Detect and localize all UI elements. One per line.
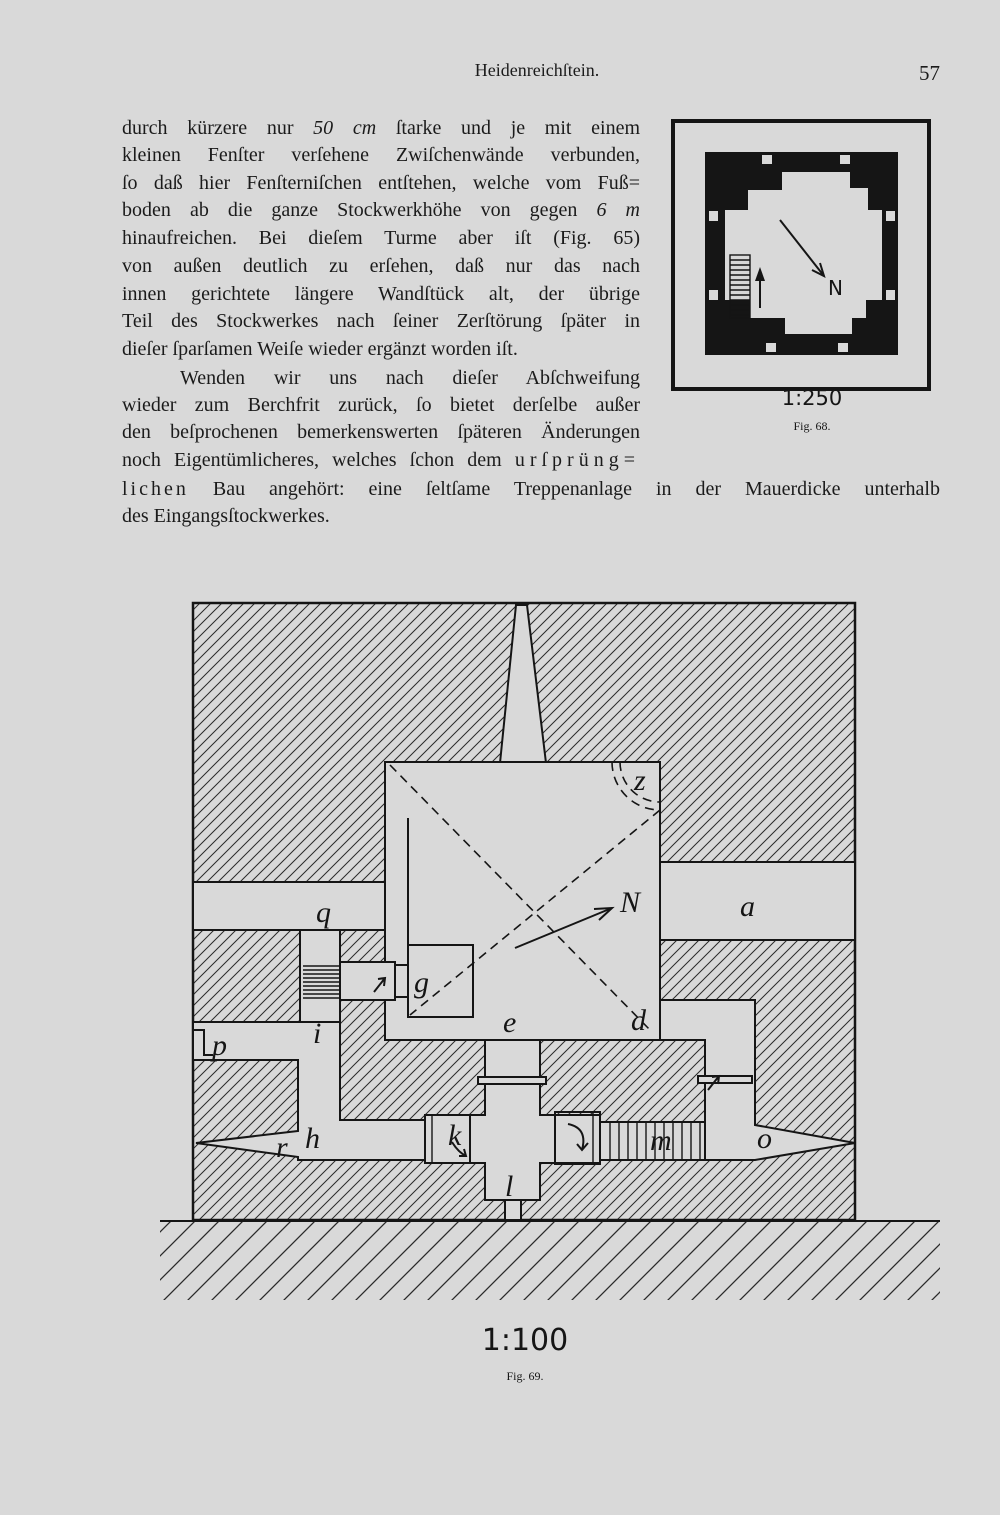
fig68-north-label: N: [828, 276, 843, 300]
text-line: innen gerichtete längere Wandſtück alt, der übrige: [122, 283, 640, 305]
text-line: wieder zum Berchfrit zurück, ſo bietet derſelbe außer: [122, 394, 640, 416]
fig68-window: [766, 343, 776, 352]
running-title: Heidenreichſtein.: [474, 60, 600, 80]
text-segment: boden ab die ganze Stockwerkhöhe von gegen: [122, 199, 597, 221]
fig69-label-m: m: [650, 1124, 672, 1157]
fig69-label-o: o: [757, 1122, 772, 1155]
text-line: des Eingangsſtockwerkes.: [122, 505, 330, 527]
fig68-caption: Fig. 68.: [793, 419, 831, 433]
fig69-label-p: p: [212, 1029, 227, 1062]
measurement: 50 cm: [313, 117, 377, 139]
fig69-scale: 1:100: [481, 1323, 569, 1358]
text-segment: noch Eigentümlicheres, welches ſchon dem: [122, 449, 515, 471]
fig69-label-north: N: [620, 886, 641, 919]
fig68-window: [762, 155, 772, 164]
fig69-caption: Fig. 69.: [506, 1369, 544, 1383]
spaced-word: lichen: [122, 478, 189, 500]
fig69-exit-l: [505, 1200, 521, 1220]
fig69-door-g: [395, 965, 408, 997]
spaced-word: urſprüng=: [514, 449, 640, 471]
measurement: 6 m: [596, 199, 640, 221]
figure-68: [673, 121, 929, 433]
page-number: 57: [919, 61, 940, 85]
text-line: [122, 447, 640, 473]
fig69-label-z: z: [634, 764, 646, 797]
fig69-label-a: a: [740, 890, 755, 923]
fig68-window: [840, 155, 850, 164]
text-segment: ſtarke und je mit einem: [376, 117, 640, 139]
fig69-stair-passage: [340, 962, 395, 1000]
text-line: [122, 115, 640, 141]
fig68-scale: 1:250: [781, 386, 843, 410]
fig68-window: [886, 211, 895, 221]
text-line: [122, 476, 940, 502]
fig69-right-corridor: [660, 862, 855, 940]
text-line: [122, 197, 640, 223]
text-line: hinaufreichen. Bei dieſem Turme aber iſt (Fig. 65): [122, 227, 640, 249]
fig69-door-bar-right: [698, 1076, 752, 1083]
figure-69: [160, 603, 940, 1383]
fig69-label-i: i: [313, 1017, 322, 1050]
text-line: kleinen Fenſter verſehene Zwiſchenwände verbunden,: [122, 144, 640, 166]
fig69-label-l: l: [505, 1170, 514, 1203]
fig68-window: [709, 211, 718, 221]
fig68-window: [838, 343, 848, 352]
fig69-label-h: h: [305, 1122, 320, 1155]
fig69-ground-hatching: [160, 1222, 940, 1300]
fig68-window: [709, 290, 718, 300]
fig69-left-corridor: [193, 882, 385, 930]
fig69-chamber-q: [300, 930, 340, 1022]
fig69-door-bar-e: [478, 1077, 546, 1084]
fig68-window: [886, 290, 895, 300]
fig69-label-q: q: [316, 896, 331, 929]
text-line: dieſer ſparſamen Weiſe wieder ergänzt worden iſt.: [122, 338, 518, 360]
fig69-label-k: k: [448, 1119, 462, 1152]
fig69-label-r: r: [276, 1131, 288, 1164]
text-line: den beſprochenen bemerkenswerten ſpäteren Änderungen: [122, 421, 640, 443]
text-line: Teil des Stockwerkes nach ſeiner Zerſtörung ſpäter in: [122, 310, 640, 332]
fig69-label-d: d: [631, 1004, 646, 1037]
text-line: von außen deutlich zu erſehen, daß nur das nach: [122, 255, 640, 277]
fig69-label-g: g: [414, 966, 429, 999]
fig69-label-e: e: [503, 1006, 517, 1039]
text-segment: durch kürzere nur: [122, 117, 314, 139]
text-line: Wenden wir uns nach dieſer Abſchweifung: [180, 367, 640, 389]
text-line: ſo daß hier Fenſterniſchen entſtehen, welche vom Fuß=: [122, 172, 640, 194]
text-segment: Bau angehört: eine ſeltſame Treppenanlage in der Mauerdicke unterhalb: [188, 478, 940, 500]
